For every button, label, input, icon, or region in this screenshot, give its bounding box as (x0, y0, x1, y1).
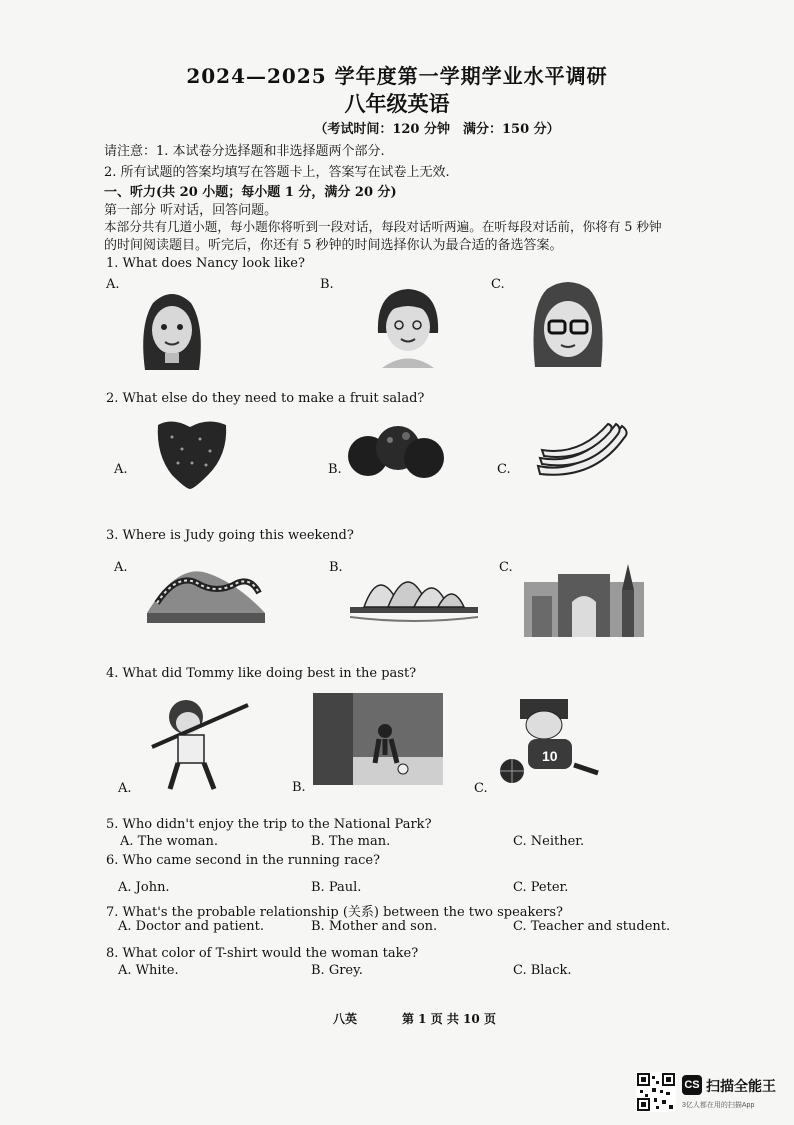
question-6: 6. Who came second in the running race? (106, 853, 381, 868)
section-heading: 一、听力(共 20 小题；每小题 1 分，满分 20 分) (104, 185, 397, 200)
exam-info: （考试时间：120 分钟 满分：150 分） (314, 122, 560, 137)
option-label: B. (292, 780, 306, 795)
note-line-1: 请注意：1. 本试卷分选择题和非选择题两个部分. (104, 144, 385, 159)
option-label: A. (118, 781, 132, 796)
option-b: B. Paul. (311, 880, 362, 895)
svg-text:10: 10 (542, 748, 558, 764)
bananas-icon (534, 418, 634, 478)
option-a: A. Doctor and patient. (118, 919, 265, 934)
option-label: A. (114, 560, 128, 575)
scanner-app-name: 扫描全能王 (706, 1078, 776, 1094)
question-4: 4. What did Tommy like doing best in the past? (106, 666, 417, 681)
exam-subtitle: 八年级英语 (344, 91, 450, 116)
option-b: B. Mother and son. (311, 919, 438, 934)
opera-house-icon (350, 555, 478, 625)
option-c: C. Black. (513, 963, 572, 978)
exam-title: 2024—2025 学年度第一学期学业水平调研 (186, 64, 608, 88)
girl-glasses-icon (527, 277, 609, 372)
scanner-tagline: 3亿人都在用的扫描App (682, 1102, 755, 1109)
part-heading: 第一部分 听对话，回答问题。 (104, 203, 278, 218)
option-label: C. (474, 781, 488, 796)
option-b: B. Grey. (311, 963, 363, 978)
option-c: C. Peter. (513, 880, 569, 895)
question-1: 1. What does Nancy look like? (106, 256, 305, 271)
question-8: 8. What color of T-shirt would the woman take? (106, 946, 419, 961)
option-label: B. (329, 560, 343, 575)
note-line-2: 2. 所有试题的答案均填写在答题卡上，答案写在试卷上无效. (104, 165, 450, 180)
page-number: 第 1 页 共 10 页 (402, 1012, 496, 1026)
girl-long-hair-icon (135, 285, 210, 375)
option-label: B. (320, 277, 334, 292)
basketball-boy-icon (494, 695, 609, 787)
baseball-boy-icon (148, 695, 253, 795)
option-a: A. The woman. (120, 834, 219, 849)
great-wall-icon (147, 553, 265, 623)
option-label: C. (499, 560, 513, 575)
option-c: C. Teacher and student. (513, 919, 671, 934)
option-label: C. (497, 462, 511, 477)
option-label: B. (328, 462, 342, 477)
option-label: A. (114, 462, 128, 477)
girl-short-hair-icon (368, 283, 448, 368)
option-b: B. The man. (311, 834, 391, 849)
strawberry-icon (152, 415, 232, 490)
football-photo-icon (313, 693, 443, 785)
option-label: A. (106, 277, 120, 292)
footer-subject: 八英 (333, 1012, 358, 1026)
question-2: 2. What else do they need to make a fruit salad? (106, 391, 425, 406)
apples-icon (346, 418, 446, 483)
question-5: 5. Who didn't enjoy the trip to the National Park? (106, 817, 432, 832)
instruction-line-1: 本部分共有几道小题，每小题你将听到一段对话，每段对话听两遍。在听每段对话前，你将有 5 秒钟 (104, 219, 662, 234)
option-label: C. (491, 277, 505, 292)
instruction-line-2: 的时间阅读题目。听完后，你还有 5 秒钟的时间选择你认为最合适的备选答案。 (104, 238, 563, 253)
gate-building-icon (524, 562, 644, 637)
option-c: C. Neither. (513, 834, 585, 849)
question-7: 7. What's the probable relationship (关系) between the two speakers? (106, 905, 563, 920)
option-a: A. White. (118, 963, 179, 978)
scanner-logo: CS (682, 1075, 702, 1095)
question-3: 3. Where is Judy going this weekend? (106, 528, 354, 543)
qr-code-icon (636, 1072, 676, 1112)
option-a: A. John. (118, 880, 170, 895)
